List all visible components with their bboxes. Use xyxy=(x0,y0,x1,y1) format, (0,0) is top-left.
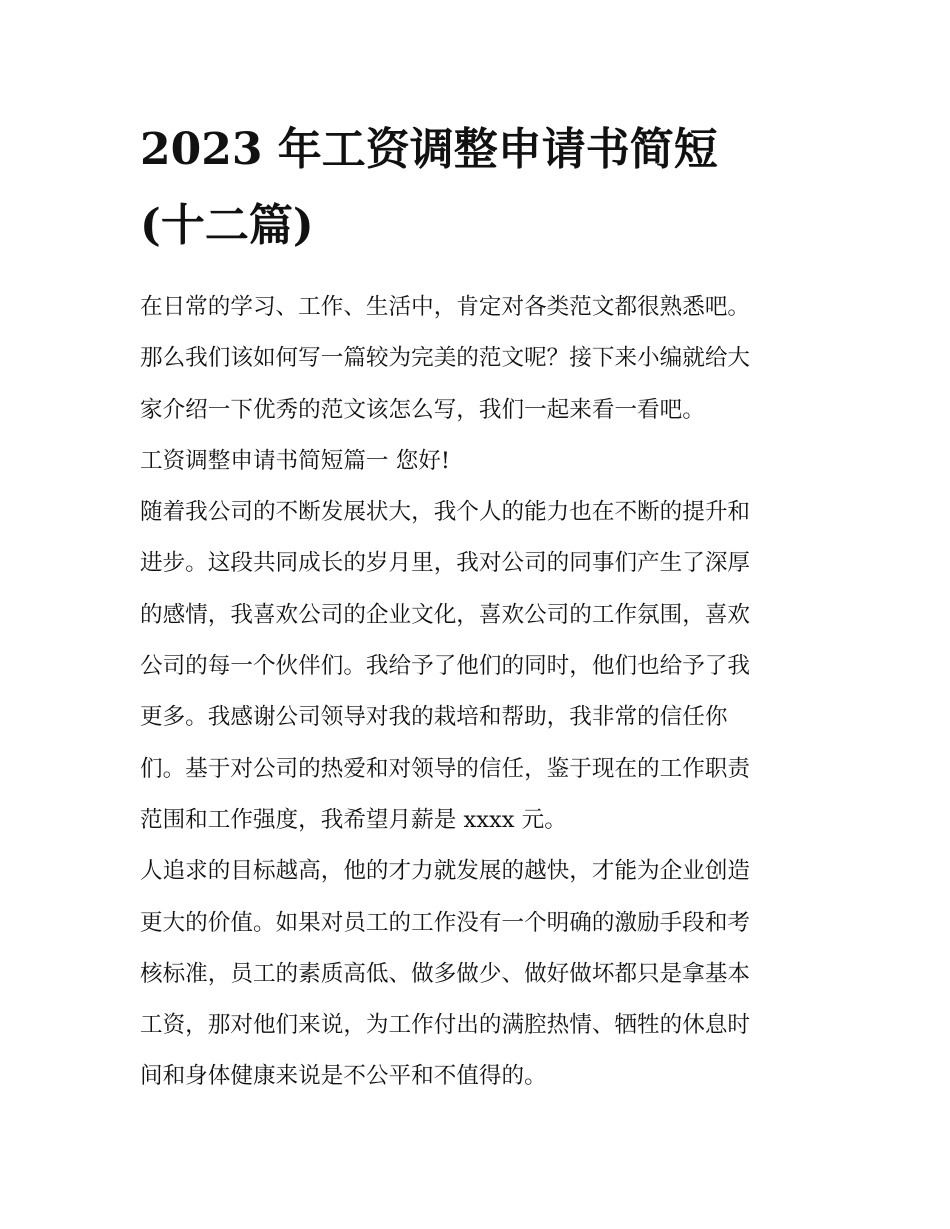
text-line: 范围和工作强度，我希望月薪是 xxxx 元。 xyxy=(140,806,567,833)
text-line: 进步。这段共同成长的岁月里，我对公司的同事们产生了深厚 xyxy=(140,550,751,577)
paragraph-body-1 xyxy=(140,487,815,846)
text-line: 人追求的目标越高，他的才力就发展的越快，才能为企业创造 xyxy=(140,858,751,885)
document-content xyxy=(140,112,815,1103)
text-line: 在日常的学习、工作、生活中，肯定对各类范文都很熟悉吧。 xyxy=(140,294,751,320)
text-line: 那么我们该如何写一篇较为完美的范文呢？接下来小编就给大 xyxy=(140,345,751,372)
title-line-2: (十二篇) xyxy=(140,200,314,251)
text-line: 核标准，员工的素质高低、做多做少、做好做坏都只是拿基本 xyxy=(140,960,751,987)
paragraph-section-heading xyxy=(140,436,815,487)
text-line: 工资，那对他们来说，为工作付出的满腔热情、牺牲的休息时 xyxy=(140,1012,751,1039)
text-line: 工资调整申请书简短篇一 您好! xyxy=(140,447,450,474)
text-line: 的感情，我喜欢公司的企业文化，喜欢公司的工作氛围，喜欢 xyxy=(140,601,751,628)
paragraph-body-2 xyxy=(140,846,815,1102)
text-line: 们。基于对公司的热爱和对领导的信任，鉴于现在的工作职责 xyxy=(140,755,751,782)
title-line-1: 2023 年工资调整申请书简短 xyxy=(140,124,718,175)
document-body xyxy=(140,282,815,1103)
text-line: 公司的每一个伙伴们。我给予了他们的同时，他们也给予了我 xyxy=(140,653,751,680)
text-line: 更多。我感谢公司领导对我的栽培和帮助，我非常的信任你 xyxy=(140,704,728,731)
text-line: 随着我公司的不断发展状大，我个人的能力也在不断的提升和 xyxy=(140,499,751,526)
document-title xyxy=(140,112,815,264)
text-line: 更大的价值。如果对员工的工作没有一个明确的激励手段和考 xyxy=(140,909,751,936)
text-line: 家介绍一下优秀的范文该怎么写，我们一起来看一看吧。 xyxy=(140,396,705,423)
text-line: 间和身体健康来说是不公平和不值得的。 xyxy=(140,1063,547,1090)
paragraph-intro xyxy=(140,282,815,436)
